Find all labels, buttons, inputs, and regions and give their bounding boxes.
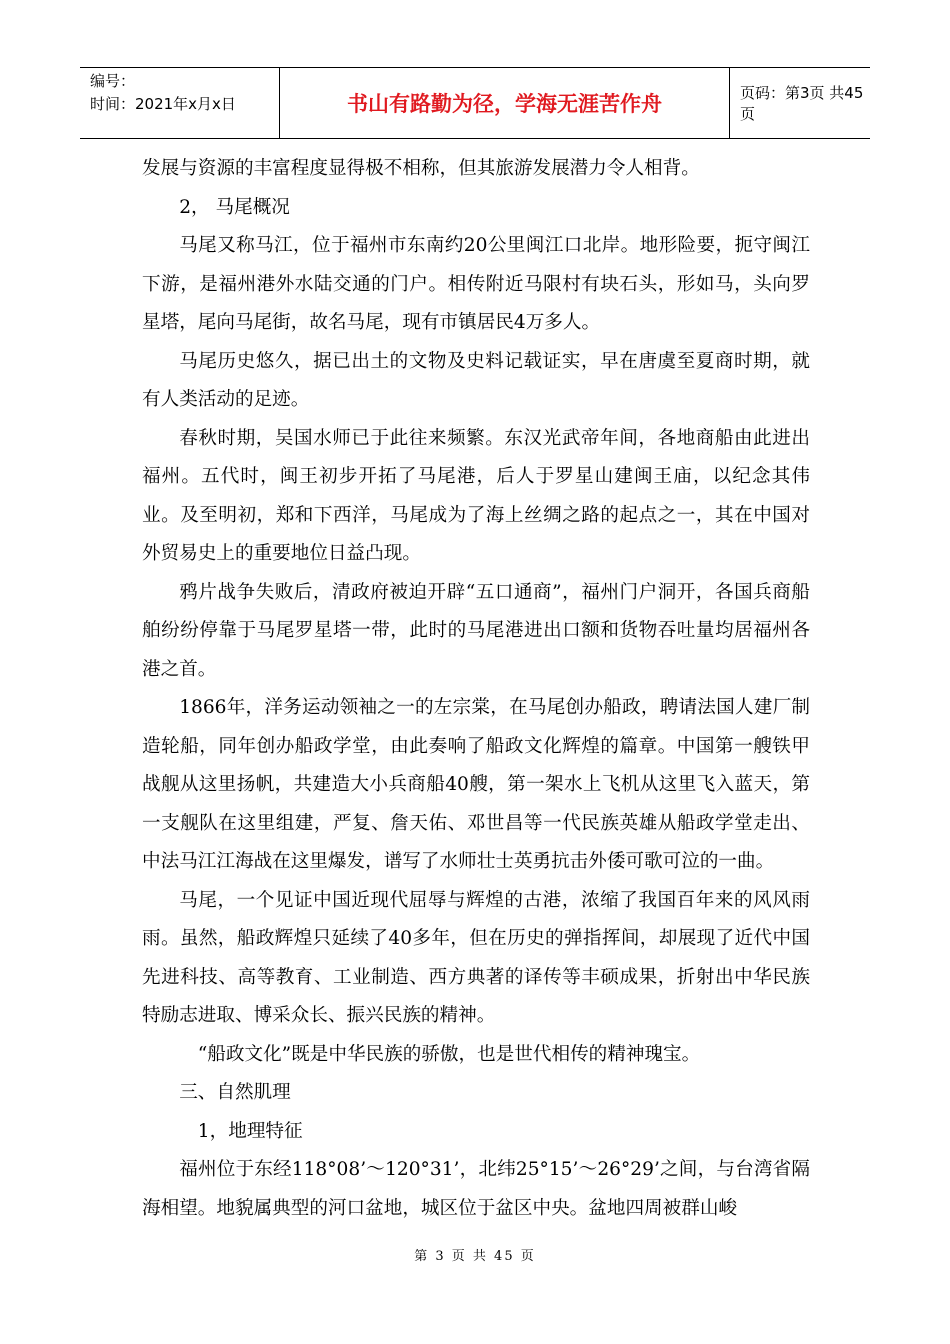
page-footer: 第 3 页 共 45 页: [414, 1249, 536, 1264]
page-header: [80, 67, 870, 139]
paragraph: 鸦片战争失败后，清政府被迫开辟“五口通商”，福州门户洞开，各国兵商船舶纷纷停靠于马尾罗星塔一带，此时的马尾港进出口额和货物吞吐量均居福州各港之首。: [142, 581, 810, 680]
paragraph: 马尾，一个见证中国近现代屈辱与辉煌的古港，浓缩了我国百年来的风风雨雨。虽然，船政辉煌只延续了40多年，但在历史的弹指挥间，却展现了近代中国先进科技、高等教育、工业制造、西方典著的译传等丰硕成果，折射出中华民族特励志进取、博采众长、振兴民族的精神。: [142, 889, 810, 1026]
header-page-number: 页码：第3页 共45页: [740, 84, 864, 123]
document-date-label: 时间：2021年x月x日: [90, 95, 236, 113]
document-number-label: 编号：: [90, 72, 136, 90]
paragraph-continuation: 发展与资源的丰富程度显得极不相称，但其旅游发展潜力令人相背。: [142, 158, 700, 179]
header-motto: 书山有路勤为径，学海无涯苦作舟: [280, 68, 730, 138]
paragraph: 1866年，洋务运动领袖之一的左宗棠，在马尾创办船政，聘请法国人建厂制造轮船，同年创办船政学堂，由此奏响了船政文化辉煌的篇章。中国第一艘铁甲战舰从这里扬帆，共建造大小兵商船40艘，第一架水上飞机从这里飞入蓝天，第一支舰队在这里组建，严复、詹天佑、邓世昌等一代民族英雄从船政学堂走出、中法马江江海战在这里爆发，谱写了水师壮士英勇抗击外倭可歌可泣的一曲。: [142, 697, 810, 872]
paragraph: 春秋时期，吴国水师已于此往来频繁。东汉光武帝年间，各地商船由此进出福州。五代时，闽王初步开拓了马尾港，后人于罗星山建闽王庙，以纪念其伟业。及至明初，郑和下西洋，马尾成为了海上丝绸之路的起点之一，其在中国对外贸易史上的重要地位日益凸现。: [142, 427, 810, 564]
section-heading-geography: 1，地理特征: [197, 1120, 303, 1142]
header-meta: [80, 68, 280, 138]
paragraph: 马尾历史悠久，据已出土的文物及史料记载证实，早在唐虞至夏商时期，就有人类活动的足迹。: [142, 350, 810, 410]
section-heading-mawei-overview: 2， 马尾概况: [179, 196, 290, 218]
paragraph: 马尾又称马江，位于福州市东南约20公里闽江口北岸。地形险要，扼守闽江下游，是福州港外水陆交通的门户。相传附近马限村有块石头，形如马，头向罗星塔，尾向马尾街，故名马尾，现有市镇居民4万多人。: [142, 235, 810, 333]
document-body: [142, 150, 810, 1228]
paragraph: 福州位于东经118°08’～120°31’，北纬25°15’～26°29’之间，与台湾省隔海相望。地貌属典型的河口盆地，城区位于盆区中央。盆地四周被群山峻: [142, 1159, 810, 1219]
section-heading-natural-texture: 三、自然肌理: [179, 1082, 291, 1103]
paragraph: “船政文化”既是中华民族的骄傲，也是世代相传的精神瑰宝。: [197, 1043, 701, 1065]
